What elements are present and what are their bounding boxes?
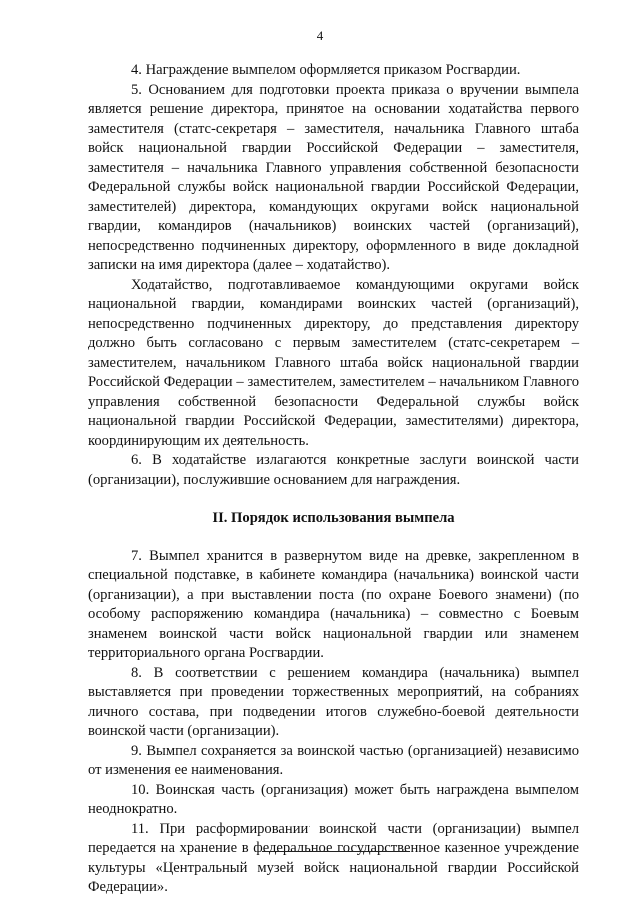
scan-artifact — [290, 826, 310, 828]
document-body — [88, 61, 579, 898]
end-of-document-rule — [262, 851, 410, 852]
section-heading: II. Порядок использования вымпела — [212, 510, 455, 526]
page-number: 4 — [316, 28, 324, 43]
paragraph-item-11: 11. При расформировании воинской части (организации) вымпел передается на хранение в федеральное государственное казенное учреждение культуры «Центральный музей войск национальной гвардии Российской Федерации». — [88, 820, 579, 895]
paragraph-petition-approval: Ходатайство, подготавливаемое командующими округами войск национальной гвардии, командирами воинских частей (организаций), непосредственно подчиненных директору, до представления директору должно быть согласовано с первым заместителем (статс-секретарем – заместителем, начальником Главного штаба войск национальной гвардии Российской Федерации – заместителем, заместителем – начальником Главного управления собственной безопасности Федеральной службы войск национальной гвардии Российской Федерации, заместителями) директора, координирующим их деятельность. — [88, 276, 579, 449]
paragraph-item-8: 8. В соответствии с решением командира (начальника) вымпел выставляется при проведении торжественных мероприятий, на собраниях личного состава, при подведении итогов служебно-боевой деятельности воинской части (организации). — [88, 664, 579, 739]
paragraph-item-6: 6. В ходатайстве излагаются конкретные заслуги воинской части (организации), послужившие основанием для награждения. — [88, 452, 579, 488]
paragraph-item-4: 4. Награждение вымпелом оформляется приказом Росгвардии. — [131, 62, 521, 78]
paragraph-item-9: 9. Вымпел сохраняется за воинской частью (организацией) независимо от изменения ее наименования. — [88, 742, 579, 778]
paragraph-item-5: 5. Основанием для подготовки проекта приказа о вручении вымпела является решение директора, принятое на основании ходатайства первого заместителя (статс-секретаря – заместителя, начальника Главного штаба войск национальной гвардии Российской Федерации – заместителя, заместителя – начальника Главного управления собственной безопасности Федеральной службы войск национальной гвардии Российской Федерации, заместителей) директора, командующих округами войск национальной гвардии, командиров (начальников) воинских частей (организаций), непосредственно подчиненных директору, оформленного в виде докладной записки на имя директора (далее – ходатайство). — [88, 81, 579, 273]
paragraph-item-7: 7. Вымпел хранится в развернутом виде на древке, закрепленном в специальной подставке, в кабинете командира (начальника) воинской части (организации), а при выставлении поста (по охране Боевого знамени) (по особому распоряжению командира (начальника) – совместно с Боевым знаменем воинской части войск национальной гвардии или знаменем территориального органа Росгвардии. — [88, 547, 579, 661]
paragraph-item-10: 10. Воинская часть (организация) может быть награждена вымпелом неоднократно. — [88, 781, 579, 817]
